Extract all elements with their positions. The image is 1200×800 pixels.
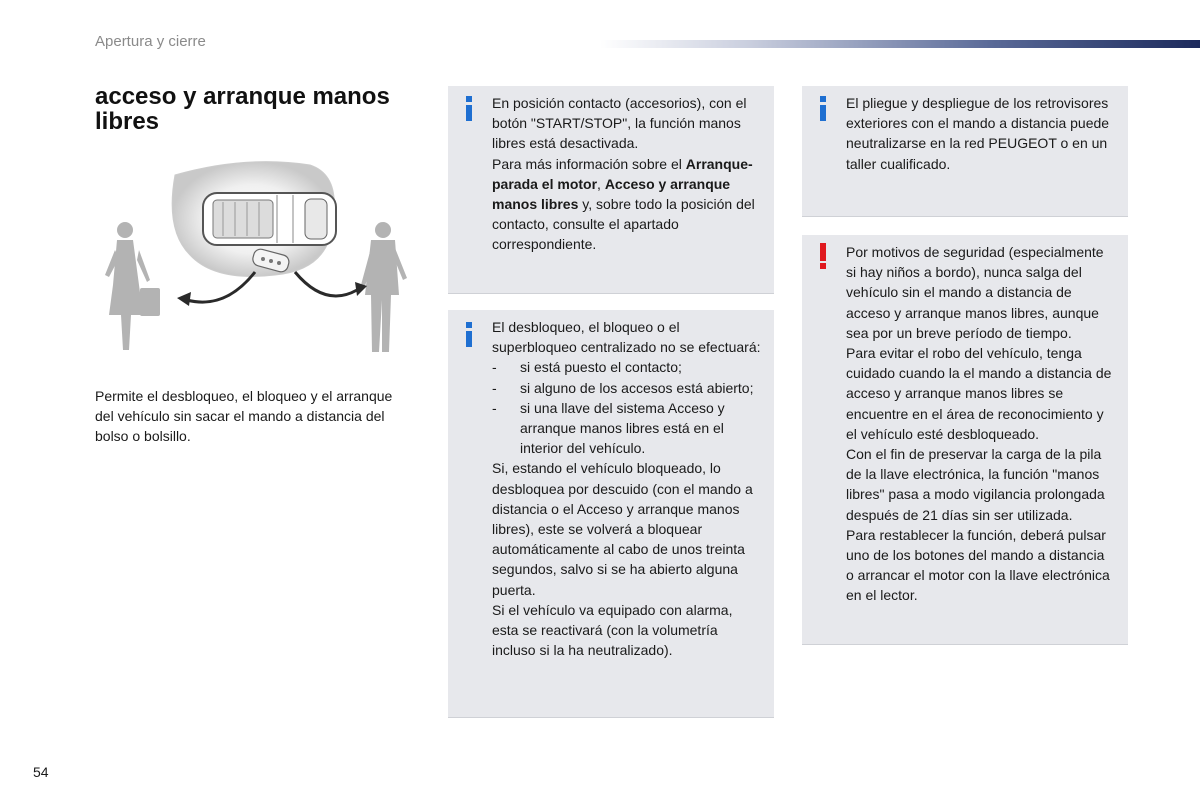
range-arrows [187,272,357,302]
warning-box-p1: Por motivos de seguridad (especialmente si hay niños a bordo), nunca salga del vehículo sin el mando a distancia de acceso y arranque manos libres, aunque sea por un breve período de tiempo. [846,244,1104,341]
car-top-view [203,193,336,245]
locking-conditions-list [492,357,762,458]
hands-free-access-illustration [95,160,425,370]
page-title: acceso y arranque manos libres [95,83,390,135]
info-box-locking [448,310,774,718]
warning-box-p4: Para restablecer la función, deberá pulsar uno de los botones del mando a distancia o arrancar el motor con la llave electrónica en el lector. [846,526,1110,604]
info-box-contact [448,86,774,294]
list-item: - si una llave del sistema Acceso y arranque manos libres está en el interior del vehículo. [492,398,762,459]
list-item: - si alguno de los accesos está abierto; [492,378,762,398]
info-box-locking-p2: Si, estando el vehículo bloqueado, lo desbloquea por descuido (con el mando a distancia o el Acceso y arranque manos libres), este se volverá a bloquear automáticamente al cabo de unos treinta segundos, salvo si se ha abierto alguna puerta. [492,460,753,598]
warning-icon [818,243,828,269]
info-box-locking-intro: El desbloqueo, el bloqueo o el superbloqueo centralizado no se efectuará: [492,319,761,356]
woman-silhouette [105,222,160,350]
info-icon [462,322,476,348]
info-box-mirrors-text: El pliegue y despliegue de los retrovisores exteriores con el mando a distancia puede neutralizarse en la red PEUGEOT o en un taller cualificado. [846,95,1110,172]
warning-box-security [802,235,1128,645]
page-number: 54 [33,764,49,780]
info-box-locking-p3: Si el vehículo va equipado con alarma, esta se reactivará (con la volumetría incluso si la ha neutralizado). [492,601,733,659]
arrow-left-icon [177,292,191,306]
intro-text: Permite el desbloqueo, el bloqueo y el arranque del vehículo sin sacar el mando a distancia del bolso o bolsillo. [95,388,393,444]
info-icon [462,96,476,122]
warning-box-p2: Para evitar el robo del vehículo, tenga cuidado cuando la el mando a distancia de acceso y arranque manos libres se encuentre en el área de reconocimiento y el vehículo esté desbloqueado. [846,345,1112,442]
header-bar [600,40,1200,48]
info-icon [816,96,830,122]
info-box-contact-p2: Para más información sobre el Arranque-parada el motor, Acceso y arranque manos libres y, sobre todo la posición del contacto, consulte el apartado correspondiente. [492,155,755,253]
info-box-mirrors-body [846,93,1116,174]
info-box-mirrors [802,86,1128,217]
info-box-contact-p1: En posición contacto (accesorios), con el botón "START/STOP", la función manos libres está desactivada. [492,95,747,152]
info-box-locking-body [492,317,762,660]
section-title: Apertura y cierre [95,33,206,50]
man-silhouette [361,222,407,352]
info-box-contact-body [492,93,762,255]
warning-box-p3: Con el fin de preservar la carga de la pila de la llave electrónica, la función "manos libres" pasa a modo vigilancia prolongada después de 21 días sin ser utilizada. [846,446,1105,523]
warning-box-security-body [846,242,1116,606]
list-item: - si está puesto el contacto; [492,357,762,377]
